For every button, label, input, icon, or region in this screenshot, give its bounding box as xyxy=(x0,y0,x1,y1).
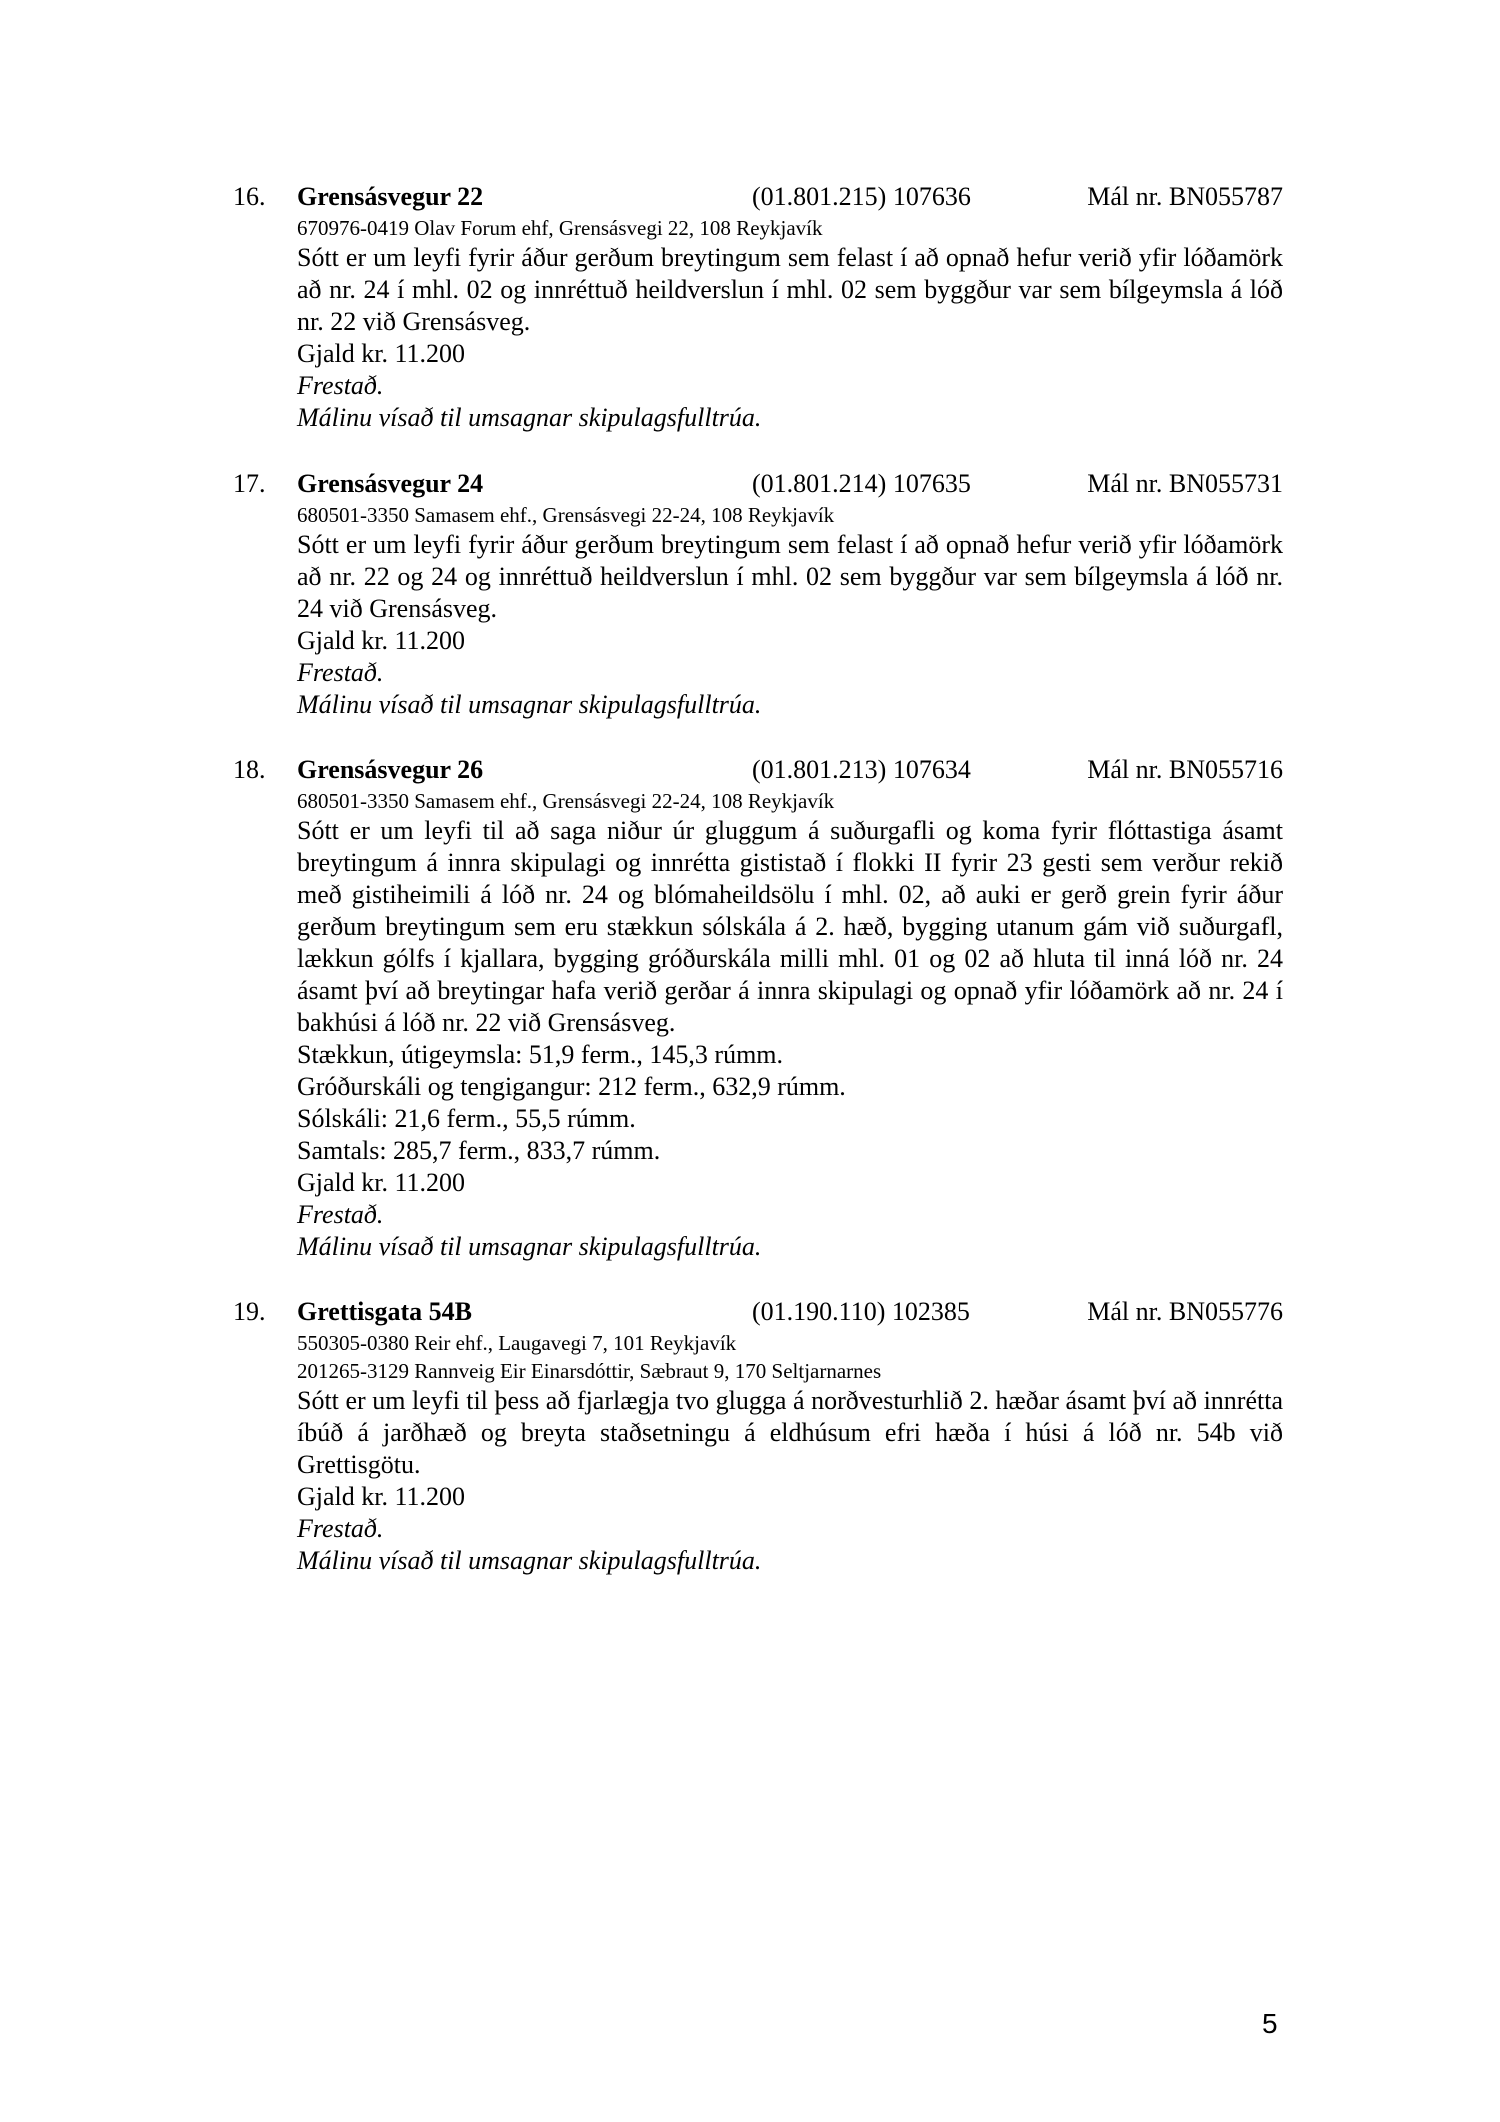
decision-status: Frestað. xyxy=(297,1200,384,1229)
referral-note: Málinu vísað til umsagnar skipulagsfulltrúa. xyxy=(297,403,762,432)
property-reference: (01.801.214) 107635 xyxy=(752,469,971,498)
applicant: 670976-0419 Olav Forum ehf, Grensásvegi 22, 108 Reykjavík xyxy=(297,216,823,240)
property-reference: (01.801.213) 107634 xyxy=(752,755,971,784)
case-header xyxy=(233,1295,1283,1329)
case-number: Mál nr. BN055787 xyxy=(1087,182,1283,211)
property-reference: (01.801.215) 107636 xyxy=(752,182,971,211)
case-entry xyxy=(233,467,1283,721)
property-reference: (01.190.110) 102385 xyxy=(752,1297,970,1326)
applicant: 680501-3350 Samasem ehf., Grensásvegi 22-24, 108 Reykjavík xyxy=(297,503,835,527)
referral-note: Málinu vísað til umsagnar skipulagsfulltrúa. xyxy=(297,690,762,719)
case-header xyxy=(233,467,1283,501)
fee: Gjald kr. 11.200 xyxy=(297,1168,466,1197)
fee: Gjald kr. 11.200 xyxy=(297,626,466,655)
item-number: 18. xyxy=(233,755,266,784)
decision-status: Frestað. xyxy=(297,371,384,400)
case-number: Mál nr. BN055776 xyxy=(1087,1297,1283,1326)
case-entry xyxy=(233,753,1283,1263)
referral-note: Málinu vísað til umsagnar skipulagsfulltrúa. xyxy=(297,1546,762,1575)
case-description: Sótt er um leyfi fyrir áður gerðum breytingum sem felast í að opnað hefur verið yfir lóðamörk að nr. 22 og 24 og innréttuð heildverslun í mhl. 02 sem byggður var sem bílgeymsla á lóð nr. 24 við Grensásveg. xyxy=(297,530,1283,623)
case-description: Sótt er um leyfi til þess að fjarlægja tvo glugga á norðvesturhlið 2. hæðar ásamt því að innrétta íbúð á jarðhæð og breyta staðsetningu á eldhúsum efri hæða í húsi á lóð nr. 54b við Grettisgötu. xyxy=(297,1386,1283,1479)
case-number: Mál nr. BN055716 xyxy=(1087,755,1283,784)
case-description: Sótt er um leyfi til að saga niður úr gluggum á suðurgafli og koma fyrir flóttastiga ásamt breytingum á innra skipulagi og innrétta gististað í flokki II fyrir 23 gesti sem verður rekið með gistiheimili á lóð nr. 24 og blómaheildsölu í mhl. 02, að auki er gerð grein fyrir áður gerðum breytingum sem eru stækkun sólskála á 2. hæð, bygging utanum gám við suðurgafl, lækkun gólfs í kjallara, bygging gróðurskála milli mhl. 01 og 02 að hluta til inná lóð nr. 24 ásamt því að breytingar hafa verið gerðar á innra skipulagi og opnað yfir lóðamörk að nr. 24 í bakhúsi á lóð nr. 22 við Grensásveg. xyxy=(297,816,1283,1037)
street-address: Grensásvegur 22 xyxy=(297,182,484,211)
referral-note: Málinu vísað til umsagnar skipulagsfulltrúa. xyxy=(297,1232,762,1261)
street-address: Grettisgata 54B xyxy=(297,1297,472,1326)
area-detail: Stækkun, útigeymsla: 51,9 ferm., 145,3 rúmm. xyxy=(297,1040,784,1069)
decision-status: Frestað. xyxy=(297,658,384,687)
case-body xyxy=(297,787,1283,1263)
decision-status: Frestað. xyxy=(297,1514,384,1543)
street-address: Grensásvegur 26 xyxy=(297,755,484,784)
item-number: 17. xyxy=(233,469,266,498)
case-body xyxy=(297,1329,1283,1577)
fee: Gjald kr. 11.200 xyxy=(297,339,466,368)
fee: Gjald kr. 11.200 xyxy=(297,1482,466,1511)
applicant: 550305-0380 Reir ehf., Laugavegi 7, 101 Reykjavík xyxy=(297,1331,737,1355)
case-number: Mál nr. BN055731 xyxy=(1087,469,1283,498)
area-detail: Samtals: 285,7 ferm., 833,7 rúmm. xyxy=(297,1136,661,1165)
item-number: 19. xyxy=(233,1297,266,1326)
street-address: Grensásvegur 24 xyxy=(297,469,484,498)
case-body xyxy=(297,501,1283,721)
case-header xyxy=(233,753,1283,787)
area-detail: Sólskáli: 21,6 ferm., 55,5 rúmm. xyxy=(297,1104,636,1133)
case-body xyxy=(297,214,1283,434)
area-detail: Gróðurskáli og tengigangur: 212 ferm., 632,9 rúmm. xyxy=(297,1072,846,1101)
case-header xyxy=(233,180,1283,214)
item-number: 16. xyxy=(233,182,266,211)
applicant: 201265-3129 Rannveig Eir Einarsdóttir, Sæbraut 9, 170 Seltjarnarnes xyxy=(297,1359,882,1383)
page-number: 5 xyxy=(1262,2008,1278,2039)
case-description: Sótt er um leyfi fyrir áður gerðum breytingum sem felast í að opnað hefur verið yfir lóðamörk að nr. 24 í mhl. 02 og innréttuð heildverslun í mhl. 02 sem byggður var sem bílgeymsla á lóð nr. 22 við Grensásveg. xyxy=(297,243,1283,336)
applicant: 680501-3350 Samasem ehf., Grensásvegi 22-24, 108 Reykjavík xyxy=(297,789,835,813)
case-entry xyxy=(233,1295,1283,1577)
case-entry xyxy=(233,180,1283,434)
